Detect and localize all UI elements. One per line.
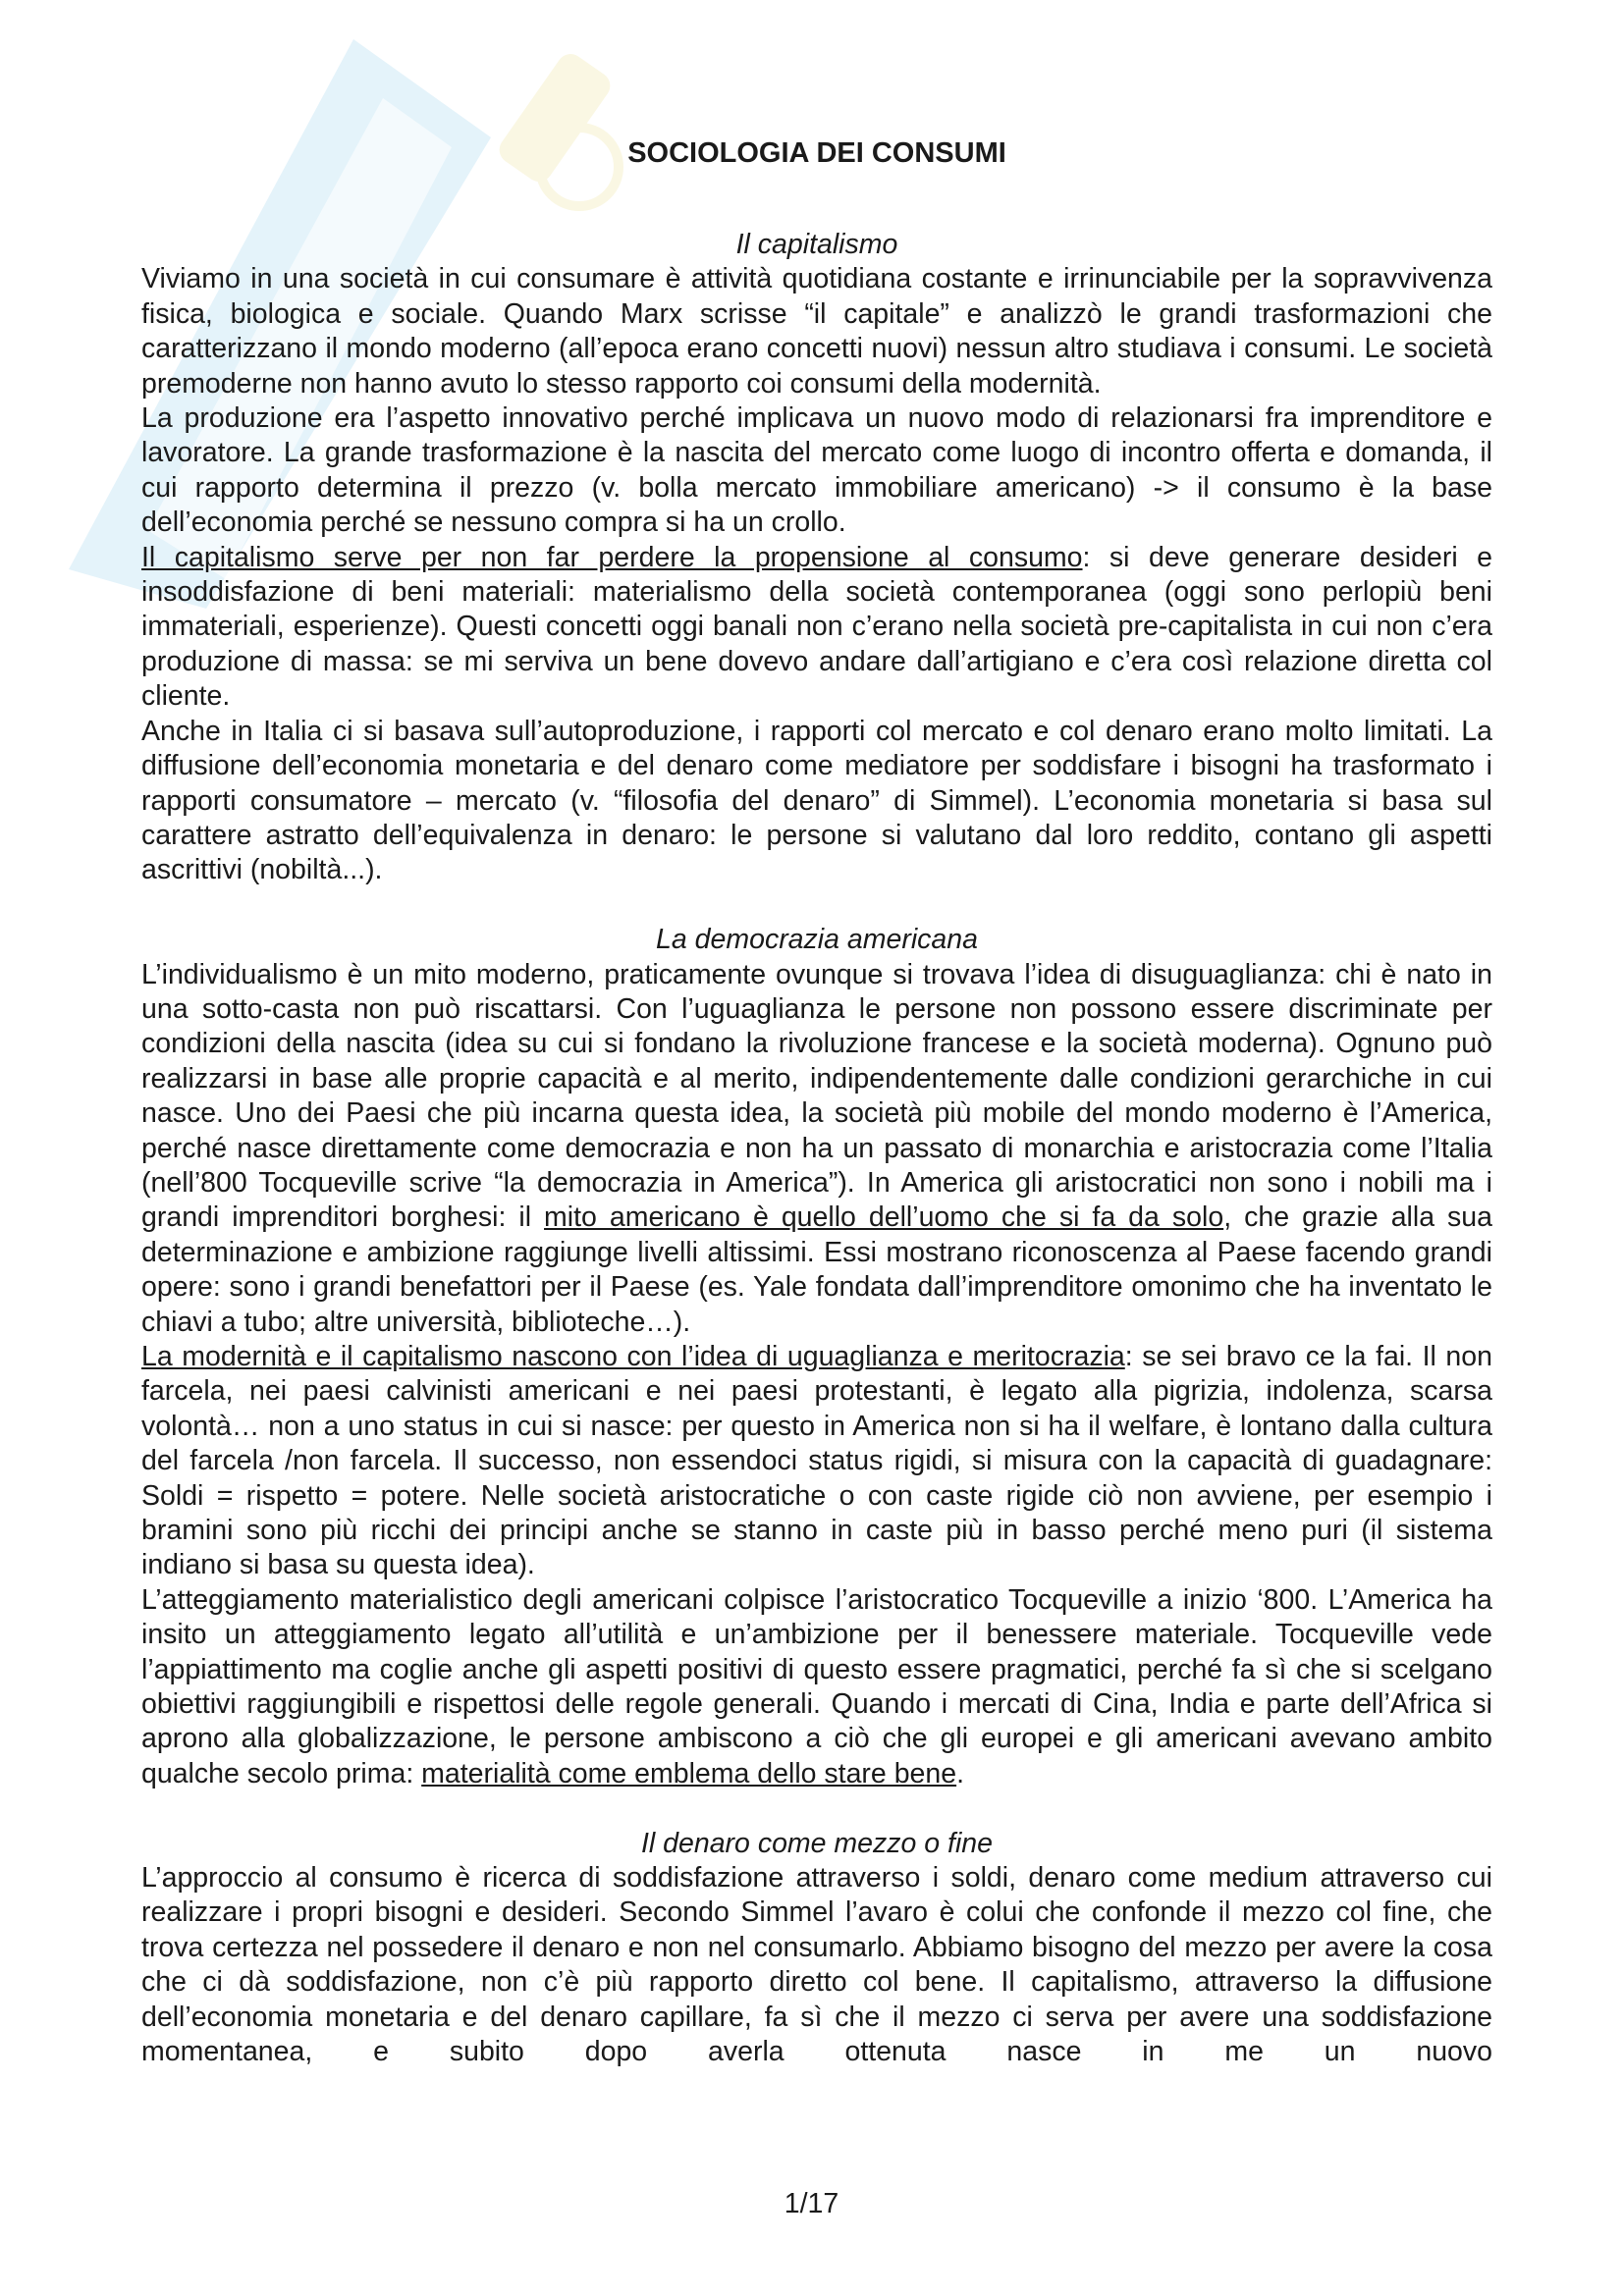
paragraph [141, 1340, 1492, 1583]
paragraph-text: , che grazie alla sua determinazione e ambizione raggiunge livelli altissimi. Essi mostrano riconoscenza al Paese facendo grandi opere: sono i grandi benefattori per il Paese (es. Yale fondata dall’imprenditore omonimo che ha inventato le chiavi a tubo; altre università, biblioteche…). [141, 1201, 1493, 1338]
section-title-denaro: Il denaro come mezzo o fine [640, 1827, 994, 1859]
document-page [141, 135, 1492, 2070]
underlined-text: mito americano è quello dell’uomo che si fa da solo [544, 1201, 1224, 1234]
paragraph: L’approccio al consumo è ricerca di soddisfazione attraverso i soldi, denaro come medium attraverso cui realizzare i propri bisogni e desideri. Secondo Simmel l’avaro è colui che confonde il mezzo col fine, che trova certezza nel possedere il denaro e non nel consumarlo. Abbiamo bisogno del mezzo per avere la cosa che ci dà soddisfazione, non c’è più rapporto diretto col bene. Il capitalismo, attraverso la diffusione dell’economia monetaria e del denaro capillare, fa sì che il mezzo ci serva per avere una soddisfazione momentanea, e subito dopo averla ottenuta nasce in me un nuovo [141, 1862, 1492, 2068]
section-gap [141, 1791, 1492, 1826]
underlined-text: La modernità e il capitalismo nascono con l’idea di uguaglianza e meritocrazia [141, 1340, 1125, 1372]
section-title-democrazia: La democrazia americana [656, 924, 978, 956]
section-gap [141, 888, 1492, 923]
underlined-text: Il capitalismo serve per non far perdere la propensione al consumo [141, 541, 1083, 573]
paragraph-text: : si deve generare desideri e insoddisfazione di beni materiali: materialismo della società contemporanea (oggi sono perlopiù beni immateriali, esperienze). Questi concetti oggi banali non c’erano nella società pre-capitalista in cui non c’era produzione di massa: se mi serviva un bene dovevo andare dall’artigiano e c’era così relazione diretta col cliente. [141, 541, 1493, 713]
underlined-text: materialità come emblema dello stare bene [421, 1757, 957, 1789]
paragraph-text: : se sei bravo ce la fai. Il non farcela, nei paesi calvinisti americani e nei paesi protestanti, è legato alla pigrizia, indolenza, scarsa volontà… non a uno status in cui si nasce: per questo in America non si ha il welfare, è lontano dalla cultura del farcela /non farcela. Il successo, non essendoci status rigidi, si misura con la capacità di guadagnare: Soldi = rispetto = potere. Nelle società aristocratiche o con caste rigide ciò non avviene, per esempio i bramini sono più ricchi dei principi anche se stanno in caste più in basso perché meno puri (il sistema indiano si basa su questa idea). [141, 1340, 1492, 1581]
document-title: SOCIOLOGIA DEI CONSUMI [627, 137, 1006, 169]
paragraph [141, 958, 1492, 1340]
paragraph: La produzione era l’aspetto innovativo perché implicava un nuovo modo di relazionarsi fra imprenditore e lavoratore. La grande trasformazione è la nascita del mercato come luogo di incontro offerta e domanda, il cui rapporto determina il prezzo (v. bolla mercato immobiliare americano) -> il consumo è la base dell’economia perché se nessuno compra si ha un crollo. [141, 402, 1492, 539]
section-title-capitalismo: Il capitalismo [735, 229, 898, 260]
paragraph: Viviamo in una società in cui consumare è attività quotidiana costante e irrinunciabile per la sopravvivenza fisica, biologica e sociale. Quando Marx scrisse “il capitale” e analizzò le grandi trasformazioni che caratterizzano il mondo moderno (all’epoca erano concetti nuovi) nessun altro studiava i consumi. Le società premoderne non hanno avuto lo stesso rapporto coi consumi della modernità. [141, 263, 1492, 400]
paragraph-text: L’individualismo è un mito moderno, praticamente ovunque si trovava l’idea di disuguaglianza: chi è nato in una sotto-casta non può riscattarsi. Con l’uguaglianza le persone non possono essere discriminate per condizioni della nascita (idea su cui si fondano la rivoluzione francese e la società moderna). Ognuno può realizzarsi in base alle proprie capacità e al merito, indipendentemente dalle condizioni gerarchiche in cui nasce. Uno dei Paesi che più incarna questa idea, la società più mobile del mondo moderno è l’America, perché nasce direttamente come democrazia e non ha un passato di monarchia e aristocrazia come l’Italia (nell’800 Tocqueville scrive “la democrazia in America”). In America gli aristocratici non sono i nobili ma i grandi imprenditori borghesi: il [141, 958, 1492, 1234]
page-number: 1/17 [784, 2188, 839, 2219]
paragraph: Anche in Italia ci si basava sull’autoproduzione, i rapporti col mercato e col denaro erano molto limitati. La diffusione dell’economia monetaria e del denaro come mediatore per soddisfare i bisogni ha trasformato i rapporti consumatore – mercato (v. “filosofia del denaro” di Simmel). L’economia monetaria si basa sul carattere astratto dell’equivalenza in denaro: le persone si valutano dal loro reddito, contano gli aspetti ascrittivi (nobiltà...). [141, 715, 1492, 886]
paragraph [141, 541, 1492, 715]
paragraph-text: . [956, 1757, 965, 1789]
paragraph [141, 1583, 1492, 1791]
paragraph-text: L’atteggiamento materialistico degli americani colpisce l’aristocratico Tocqueville a inizio ‘800. L’America ha insito un atteggiamento legato all’utilità e un’ambizione per il benessere materiale. Tocqueville vede l’appiattimento ma coglie anche gli aspetti positivi di questo essere pragmatici, perché fa sì che si scelgano obiettivi raggiungibili e rispettosi delle regole generali. Quando i mercati di Cina, India e parte dell’Africa si aprono alla globalizzazione, le persone ambiscono a ciò che gli europei e gli americani avevano ambito qualche secolo prima: [141, 1583, 1492, 1789]
